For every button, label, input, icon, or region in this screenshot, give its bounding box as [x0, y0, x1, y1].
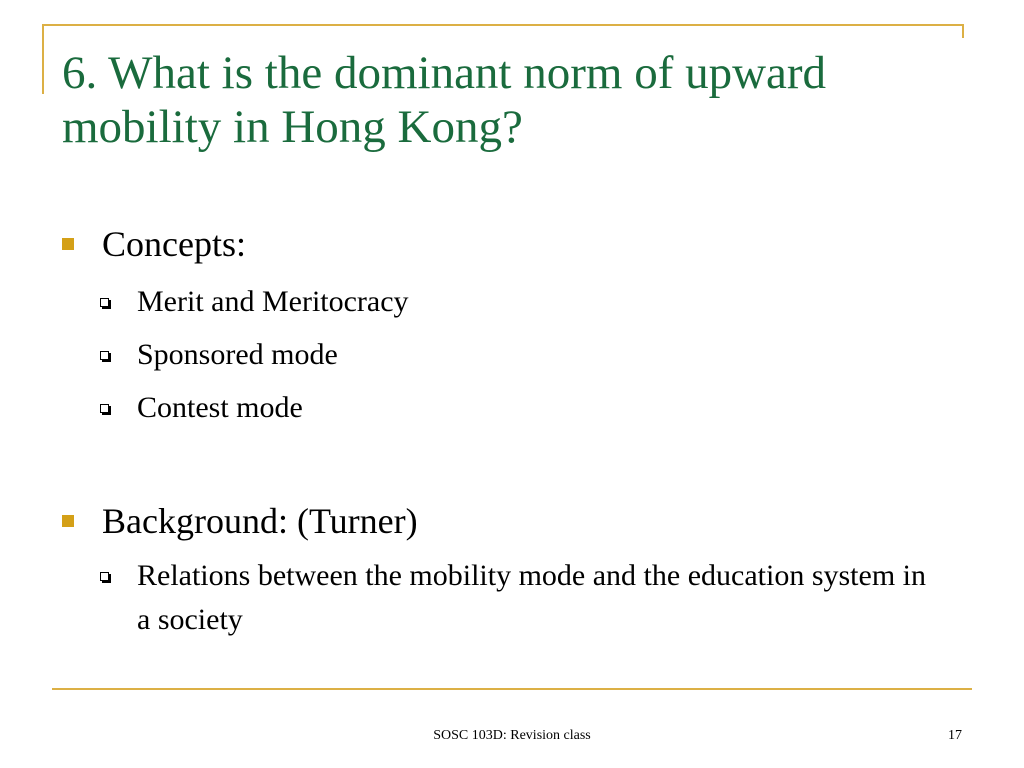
subitem-text: Sponsored mode [137, 338, 338, 371]
concepts-heading: Concepts: [102, 224, 246, 264]
slide-title: 6. What is the dominant norm of upward mobility in Hong Kong? [62, 47, 827, 153]
background-heading: Background: (Turner) [102, 501, 418, 541]
hollow-square-bullet-icon [100, 298, 109, 307]
hollow-square-bullet-icon [100, 404, 109, 413]
subitem-text: Contest mode [137, 391, 303, 424]
slide-footer: SOSC 103D: Revision class [433, 728, 591, 743]
hollow-square-bullet-icon [100, 351, 109, 360]
subitem-text: Relations between the mobility mode and the education system in a society [137, 559, 926, 636]
square-bullet-icon [62, 238, 74, 250]
subitem-text: Merit and Meritocracy [137, 285, 409, 318]
footer-divider [52, 688, 972, 690]
hollow-square-bullet-icon [100, 572, 109, 581]
square-bullet-icon [62, 515, 74, 527]
page-number: 17 [948, 728, 962, 743]
